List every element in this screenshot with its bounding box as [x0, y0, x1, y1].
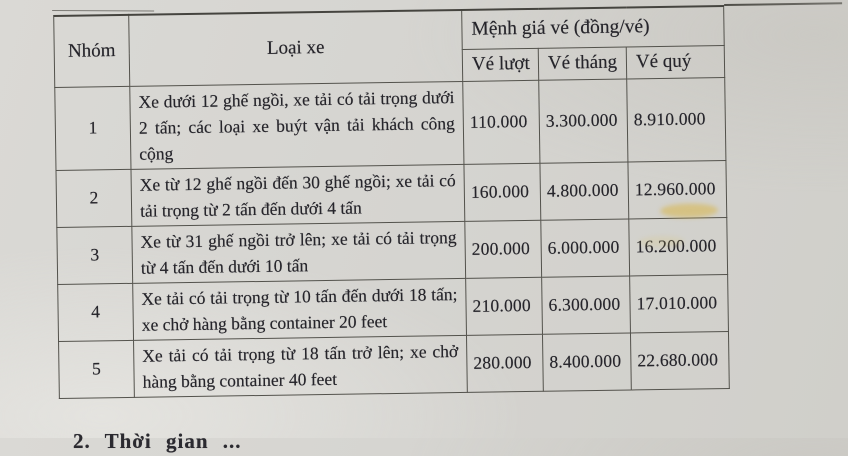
ve-quy-value: 8.910.000 [627, 77, 726, 161]
group-number: 1 [55, 86, 131, 170]
group-number: 2 [56, 169, 132, 227]
fee-table-wrapper [53, 5, 732, 398]
vehicle-type: Xe tải có tải trọng từ 18 tấn trở lên; xe chở hàng bằng container 40 feet [134, 335, 468, 397]
ve-quy-value: 22.680.000 [630, 331, 729, 389]
toll-fee-table [53, 5, 730, 398]
header-ve-thang: Vé tháng [538, 47, 626, 80]
ve-thang-value: 3.300.000 [539, 79, 628, 163]
table-row [58, 274, 729, 341]
table-row [59, 331, 730, 398]
group-number: 5 [59, 340, 135, 398]
ve-thang-value: 6.300.000 [542, 275, 631, 333]
ve-quy-value: 17.010.000 [630, 274, 729, 332]
ve-thang-value: 6.000.000 [541, 218, 630, 276]
vehicle-type: Xe dưới 12 ghế ngồi, xe tải có tải trọng dưới 2 tấn; các loại xe buýt vận tải khách công cộng [130, 81, 464, 169]
cropped-text: 2. Thời gian ... [73, 429, 242, 453]
header-ve-quy: Vé quý [626, 45, 724, 78]
ve-luot-value: 200.000 [465, 220, 542, 278]
cropped-text-line [73, 426, 373, 453]
ve-luot-value: 110.000 [463, 80, 540, 164]
table-row [57, 217, 728, 284]
group-number: 3 [57, 226, 133, 284]
header-price-group: Mệnh giá vé (đồng/vé) [462, 6, 725, 49]
ve-luot-value: 280.000 [466, 334, 543, 392]
table-row [56, 160, 727, 227]
header-group: Nhóm [54, 15, 130, 87]
vehicle-type: Xe tải có tải trọng từ 10 tấn đến dưới 18 tấn; xe chở hàng bằng container 20 feet [133, 278, 467, 340]
group-number: 4 [58, 283, 134, 341]
ve-quy-value: 12.960.000 [628, 160, 727, 218]
vehicle-type: Xe từ 31 ghế ngồi trở lên; xe tải có tải trọng từ 4 tấn đến dưới 10 tấn [132, 221, 466, 283]
ve-luot-value: 160.000 [464, 163, 541, 221]
header-ve-luot: Vé lượt [462, 48, 538, 81]
page-edge-line [724, 2, 842, 6]
ve-thang-value: 4.800.000 [540, 162, 629, 220]
table-row [55, 77, 726, 170]
ve-luot-value: 210.000 [466, 277, 543, 335]
vehicle-type: Xe từ 12 ghế ngồi đến 30 ghế ngồi; xe tải có tải trọng từ 2 tấn đến dưới 4 tấn [131, 164, 465, 226]
ve-thang-value: 8.400.000 [542, 332, 631, 390]
ve-quy-value: 16.200.000 [629, 217, 728, 275]
header-vehicle-type: Loại xe [129, 10, 463, 86]
scan-artifact-line [52, 10, 154, 12]
